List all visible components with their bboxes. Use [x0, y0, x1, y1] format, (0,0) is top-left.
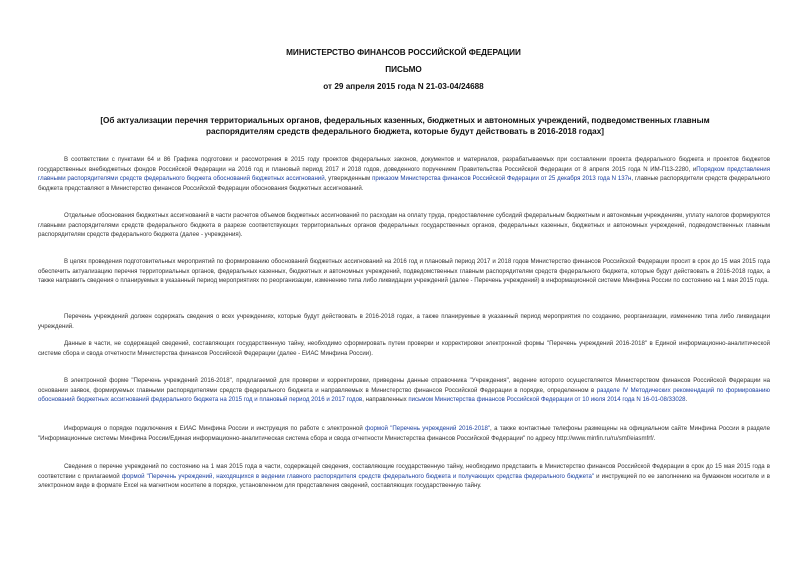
paragraph-8	[38, 462, 770, 491]
paragraph-1-text-b: , утвержденным	[324, 175, 373, 183]
paragraph-4: Перечень учреждений должен содержать сведения о всех учреждениях, которые будут действовать в 2016-2018 годах, а также планируемые в указанный период мероприятия по созданию, реорганизации, изменению типа либо ликвидации учреждений.	[38, 313, 770, 330]
document-type-heading: ПИСЬМО	[385, 65, 422, 74]
paragraph-7-text-a: Информация о порядке подключения к ЕИАС Минфина России и инструкция по работе с электронной	[64, 425, 366, 432]
paragraph-1	[38, 155, 770, 193]
paragraph-7-text-b: , а также контактные телефоны размещены на официальном сайте Минфина России в разделе "Информационные системы Минфина России/Единая информационно-аналитическая система сбора и свода отчетности Министерства финансов Российской Федерации" по адресу http://www.minfin.ru/ru/smf/eiasmfrf/.	[38, 425, 770, 442]
paragraph-3: В целях проведения подготовительных мероприятий по формированию обоснований бюджетных ассигнований на 2016 год и плановый период 2017 и 2018 годов Министерство финансов Российской Федерации просит в срок до 15 мая 2015 года обеспечить актуализацию перечня территориальных органов, федеральных казенных, бюджетных и автономных учреждений, подведомственных главным распорядителям средств федерального бюджета, которые будут действовать в 2016-2018 годах, а также направить сведения о планируемых в указанный период мероприятиях по реорганизации, изменению типа либо ликвидации учреждений (далее - Перечень учреждений) в информационной системе Минфина России по состоянию на 1 мая 2015 года.	[38, 258, 770, 285]
paragraph-6	[38, 376, 770, 405]
paragraph-6-text-c: .	[685, 396, 688, 404]
link-form-institutions-list[interactable]: формой "Перечень учреждений 2016-2018"	[365, 425, 491, 432]
link-methodical-recommendations[interactable]: разделе IV Методических рекомендаций по формированию обоснований бюджетных ассигнований федерального бюджета на 2015 год и плановый период 2016 и 2017 годов	[38, 386, 770, 404]
paragraph-5: Данные в части, не содержащей сведений, составляющих государственную тайну, необходимо сформировать путем проверки и корректировки электронной формы "Перечень учреждений 2016-2018" в Единой информационно-аналитической системе сбора и свода отчетности Министерства финансов Российской Федерации (далее - ЕИАС Минфина России).	[38, 340, 770, 357]
paragraph-8-text-b: и инструкцией по ее заполнению на бумажном носителе и в электронном виде в формате Excel на магнитном носителе в порядке, установленном для представления сведений, составляющих государственную тайну.	[38, 472, 771, 490]
ministry-heading: МИНИСТЕРСТВО ФИНАНСОВ РОССИЙСКОЙ ФЕДЕРАЦИИ	[286, 48, 521, 57]
document-subject: [Об актуализации перечня территориальных органов, федеральных казенных, бюджетных и автономных учреждений, подведомственных главным распорядителям средств федерального бюджета, которые будут действовать в 2016-2018 годах]	[100, 116, 710, 136]
paragraph-7	[38, 424, 770, 443]
paragraph-8-text-a: Сведения о перечне учреждений по состоянию на 1 мая 2015 года в части, содержащей сведения, составляющие государственную тайну, необходимо представить в Министерство финансов Российской Федерации в срок до 15 мая 2015 года в соответствии с прилагаемой	[38, 463, 770, 480]
link-minfin-letter-16-01-08[interactable]: письмом Министерства финансов Российской Федерации от 10 июля 2014 года N 16-01-08/33028	[408, 396, 686, 404]
link-form-institutions-budget[interactable]: формой "Перечень учреждений, находящихся в ведении главного распорядителя средств федерального бюджета и получающих средства федерального бюджета"	[121, 472, 595, 480]
document-date-number: от 29 апреля 2015 года N 21-03-04/24688	[323, 82, 484, 91]
paragraph-6-text-b: , направленных	[362, 396, 409, 404]
paragraph-2: Отдельные обоснования бюджетных ассигнований в части расчетов объемов бюджетных ассигнований по расходам на оплату труда, предоставление субсидий федеральным бюджетным и автономным учреждениям, уплату налогов формируются главными распорядителями средств федерального бюджета в разрезе соответствующих территориальных органов федеральных государственных органов, федеральных казенных, бюджетных и автономных учреждений, подведомственных главным распорядителям средств федерального бюджета (далее - учреждения).	[38, 212, 770, 239]
link-minfin-order-137n[interactable]: приказом Министерства финансов Российской Федерации от 25 декабря 2013 года N 137н	[372, 175, 632, 183]
paragraph-6-text-a: В электронной форме "Перечень учреждений 2016-2018", предлагаемой для проверки и корректировки, приведены данные справочника "Учреждения", ведение которого осуществляется Министерством финансов Российской Федерации на основании заявок, формируемых главными распорядителями средств федерального бюджета и направляемых в Министерство финансов Российской Федерации в порядке, определенном в	[38, 377, 770, 394]
link-procedure-order[interactable]: Порядком представления главными распорядителями средств федерального бюджета обоснований бюджетных ассигнований	[38, 165, 770, 183]
paragraph-1-text-c: , главные распорядители средств федерального бюджета представляют в Министерство финансов Российской Федерации обоснования бюджетных ассигнований.	[38, 175, 771, 192]
paragraph-1-text-a: В соответствии с пунктами 64 и 86 Графика подготовки и рассмотрения в 2015 году проектов федеральных законов, документов и материалов, разрабатываемых при составлении проекта федерального бюджета и проектов бюджетов государственных внебюджетных фондов Российской Федерации на 2016 год и плановый период 2017 и 2018 годов, доведенного поручением Правительства Российской Федерации от 8 апреля 2015 года N ИМ-П13-2280, и	[38, 156, 770, 173]
